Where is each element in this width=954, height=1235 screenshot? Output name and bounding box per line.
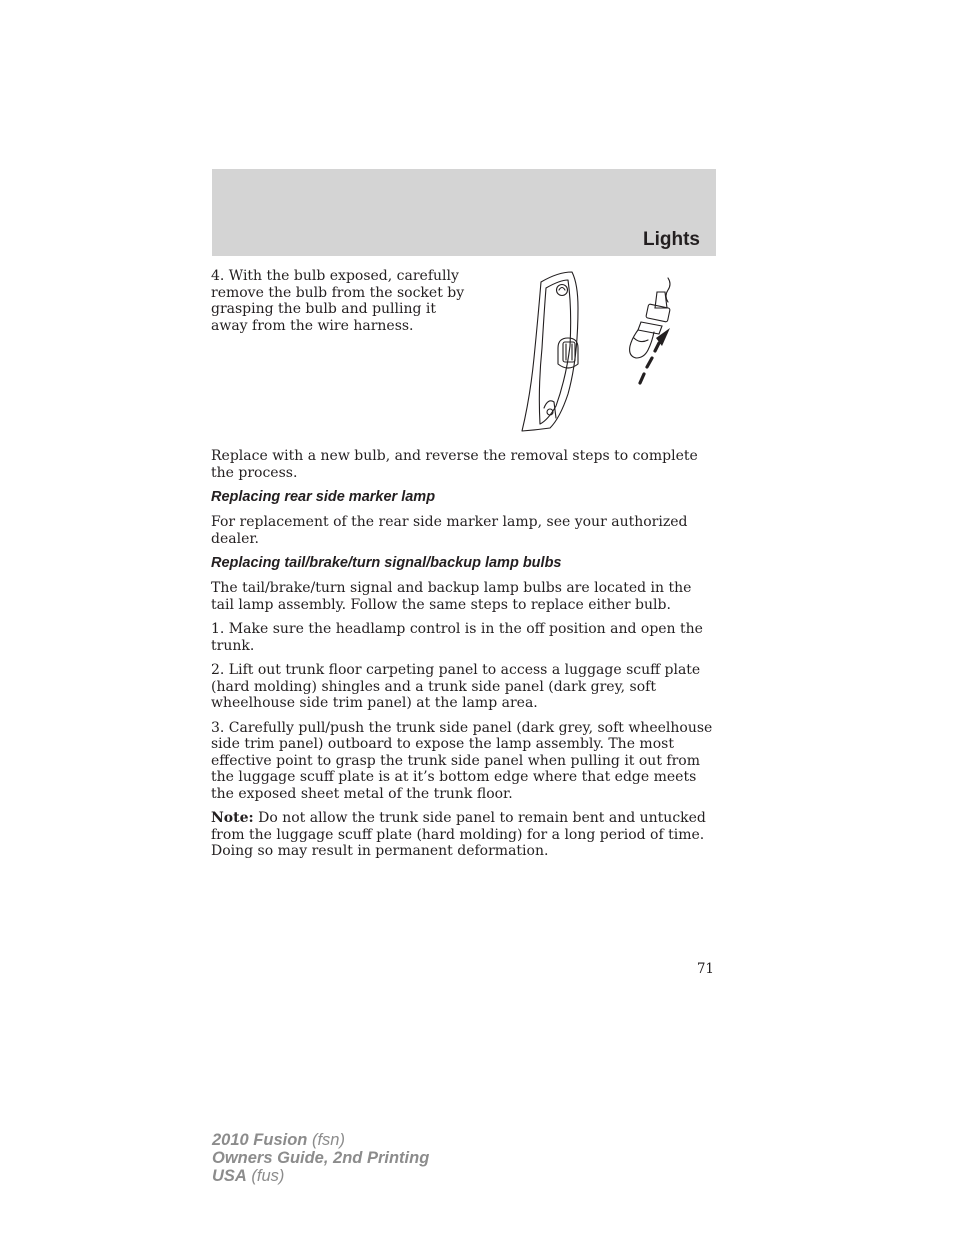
footer bbox=[212, 1131, 429, 1185]
rear-side-marker-heading: Replacing rear side marker lamp bbox=[211, 489, 436, 505]
section-header-band bbox=[212, 169, 716, 256]
tail-lamp-intro: The tail/brake/turn signal and backup lamp bulbs are located in the tail lamp assembly. Follow the same steps to replace either bulb. bbox=[211, 580, 692, 613]
tail-lamp-step-1: 1. Make sure the headlamp control is in the off position and open the trunk. bbox=[211, 621, 703, 654]
note-label: Note: bbox=[211, 810, 254, 826]
section-title: Lights bbox=[643, 229, 700, 250]
note-text: Do not allow the trunk side panel to remain bent and untucked from the luggage scuff plate (hard molding) for a long period of time. Doing so may result in permanent deformation. bbox=[211, 810, 706, 859]
footer-guide: Owners Guide, 2nd Printing bbox=[212, 1149, 430, 1167]
footer-region-line bbox=[212, 1167, 429, 1185]
footer-region: USA bbox=[212, 1167, 247, 1185]
footer-model-code: (fsn) bbox=[307, 1131, 345, 1149]
step-4-text: 4. With the bulb exposed, carefully remove the bulb from the socket by grasping the bulb and pulling it away from the wire harness. bbox=[211, 268, 465, 334]
rear-side-marker-text: For replacement of the rear side marker lamp, see your authorized dealer. bbox=[211, 514, 688, 547]
tail-lamp-heading: Replacing tail/brake/turn signal/backup lamp bulbs bbox=[211, 555, 562, 571]
replace-text: Replace with a new bulb, and reverse the removal steps to complete the process. bbox=[211, 448, 698, 481]
footer-region-code: (fus) bbox=[246, 1167, 285, 1185]
tail-lamp-step-2: 2. Lift out trunk floor carpeting panel to access a luggage scuff plate (hard molding) shingles and a trunk side panel (dark grey, soft wheelhouse side trim panel) at the lamp area. bbox=[211, 662, 701, 711]
tail-lamp-step-3: 3. Carefully pull/push the trunk side panel (dark grey, soft wheelhouse side trim panel) outboard to expose the lamp assembly. The most effective point to grasp the trunk side panel when pulling it out from the luggage scuff plate is at it’s bottom edge where that edge meets the exposed sheet metal of the trunk floor. bbox=[211, 719, 713, 802]
footer-model: 2010 Fusion bbox=[212, 1131, 308, 1149]
page-number: 71 bbox=[696, 961, 714, 977]
note-paragraph bbox=[211, 810, 716, 860]
lamp-bulb-removal-illustration bbox=[516, 268, 686, 434]
footer-model-line bbox=[212, 1131, 429, 1149]
